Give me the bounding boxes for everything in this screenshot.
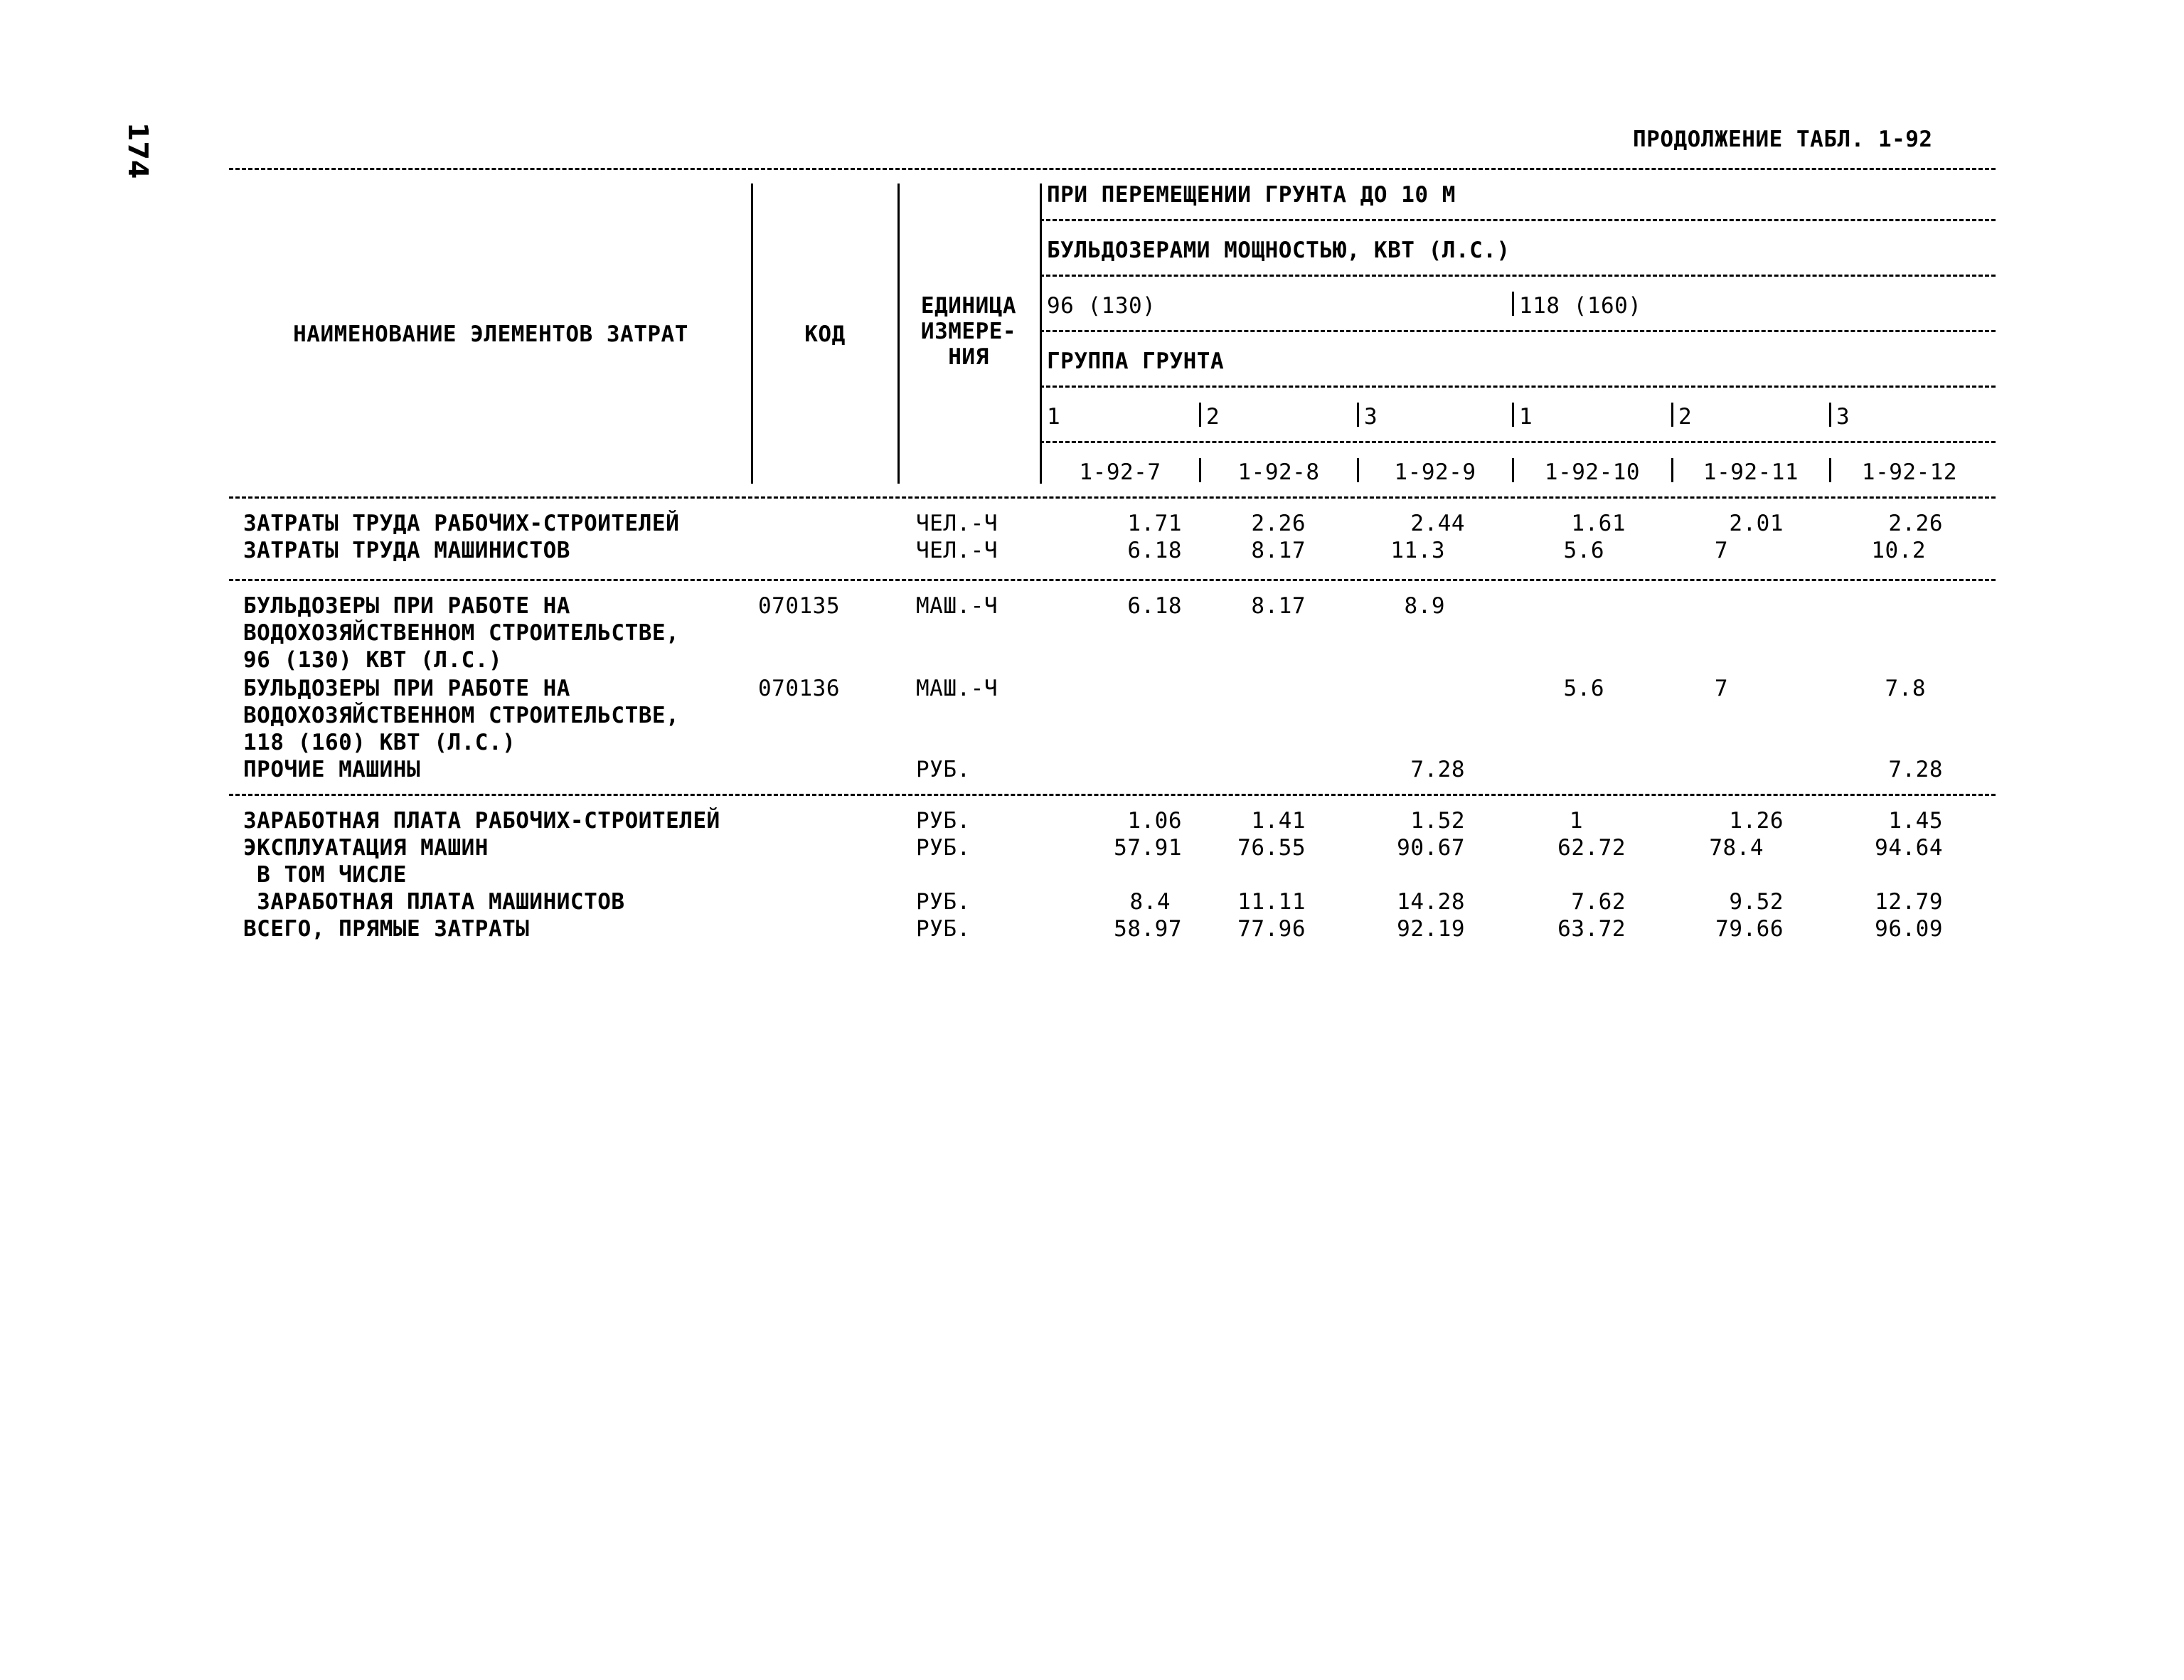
soil-separator-2 [1199,403,1201,427]
row-value: 5.6 [1563,676,1604,701]
row-value: 2.26 [1251,511,1306,536]
header-rule-4 [1040,386,1996,388]
soil-group-2: 2 [1206,404,1220,430]
row-value: 96.09 [1875,916,1943,942]
header-rule-1 [1040,219,1996,221]
section-rule-2 [229,794,1996,796]
row-value: 57.91 [1114,835,1182,861]
row-value: 11.3 [1390,538,1445,563]
row-name: БУЛЬДОЗЕРЫ ПРИ РАБОТЕ НА [243,676,570,701]
header-bottom-rule [229,496,1996,499]
row-value: 9.52 [1729,889,1784,915]
soil-separator-5 [1671,403,1673,427]
row-unit: РУБ. [916,757,971,782]
row-value: 94.64 [1875,835,1943,861]
row-value: 77.96 [1237,916,1306,942]
code-col-3: 1-92-9 [1394,459,1476,485]
row-value: 76.55 [1237,835,1306,861]
header-condition: ПРИ ПЕРЕМЕЩЕНИИ ГРУНТА ДО 10 М [1047,182,1456,208]
row-value: 7.28 [1410,757,1465,782]
row-value: 2.44 [1410,511,1465,536]
row-value: 79.66 [1715,916,1784,942]
soil-group-3: 3 [1364,404,1378,430]
row-unit: РУБ. [916,916,971,942]
row-name: В ТОМ ЧИСЛЕ [243,862,407,888]
header-rule-5 [1040,441,1996,443]
page-number: 174 [122,122,154,179]
row-value: 8.17 [1251,538,1306,563]
row-value: 10.2 [1871,538,1926,563]
code-col-4: 1-92-10 [1544,459,1641,485]
row-value: 92.19 [1397,916,1465,942]
row-value: 1.41 [1251,808,1306,834]
row-value: 63.72 [1557,916,1626,942]
soil-group-4: 1 [1519,404,1533,430]
top-rule [229,168,1996,170]
header-unit-line-2: ИЗМЕРЕ- [920,319,1017,344]
code-separator-4 [1512,458,1514,482]
header-code: КОД [804,321,846,347]
code-separator-2 [1199,458,1201,482]
soil-separator-6 [1829,403,1831,427]
row-name: 118 (160) КВТ (Л.С.) [243,730,516,755]
code-separator-6 [1829,458,1831,482]
row-unit: РУБ. [916,889,971,915]
header-unit-line-3: НИЯ [948,344,989,370]
col-separator-unit [1040,184,1042,484]
row-value: 1.06 [1127,808,1182,834]
soil-group-5: 2 [1678,404,1693,430]
soil-separator-4 [1512,403,1514,427]
power-group-separator [1512,292,1514,316]
row-value: 5.6 [1563,538,1604,563]
row-unit: ЧЕЛ.-Ч [916,511,998,536]
header-soil-group-label: ГРУППА ГРУНТА [1047,349,1225,374]
header-rule-3 [1040,330,1996,332]
header-power-96: 96 (130) [1047,293,1156,319]
row-name: ВОДОХОЗЯЙСТВЕННОМ СТРОИТЕЛЬСТВЕ, [243,703,680,728]
soil-separator-3 [1357,403,1359,427]
row-name: ЗАТРАТЫ ТРУДА РАБОЧИХ-СТРОИТЕЛЕЙ [243,511,680,536]
row-value: 1.61 [1571,511,1626,536]
code-col-1: 1-92-7 [1079,459,1161,485]
row-value: 62.72 [1557,835,1626,861]
row-value: 7.28 [1888,757,1943,782]
row-value: 1.26 [1729,808,1784,834]
row-value: 8.9 [1404,593,1445,619]
row-name: ЗАТРАТЫ ТРУДА МАШИНИСТОВ [243,538,570,563]
row-name: ВОДОХОЗЯЙСТВЕННОМ СТРОИТЕЛЬСТВЕ, [243,620,680,646]
row-value: 7.8 [1885,676,1926,701]
header-equipment: БУЛЬДОЗЕРАМИ МОЩНОСТЬЮ, КВТ (Л.С.) [1047,238,1511,263]
row-name: ЗАРАБОТНАЯ ПЛАТА РАБОЧИХ-СТРОИТЕЛЕЙ [243,808,720,834]
row-unit: МАШ.-Ч [916,593,998,619]
row-value: 78.4 [1709,835,1764,861]
col-separator-code [897,184,900,484]
row-value: 14.28 [1397,889,1465,915]
row-value: 7.62 [1571,889,1626,915]
header-rule-2 [1040,275,1996,277]
row-value: 1.45 [1888,808,1943,834]
row-value: 8.17 [1251,593,1306,619]
table-caption: ПРОДОЛЖЕНИЕ ТАБЛ. 1-92 [1633,127,1933,152]
row-unit: МАШ.-Ч [916,676,998,701]
row-name: ЗАРАБОТНАЯ ПЛАТА МАШИНИСТОВ [243,889,625,915]
header-unit-line-1: ЕДИНИЦА [920,293,1017,319]
row-code: 070136 [758,676,840,701]
row-unit: РУБ. [916,835,971,861]
code-separator-3 [1357,458,1359,482]
code-col-5: 1-92-11 [1703,459,1799,485]
row-value: 8.4 [1129,889,1171,915]
header-power-118: 118 (160) [1519,293,1642,319]
code-separator-5 [1671,458,1673,482]
row-name: ВСЕГО, ПРЯМЫЕ ЗАТРАТЫ [243,916,530,942]
row-name: 96 (130) КВТ (Л.С.) [243,647,503,673]
row-value: 1.52 [1410,808,1465,834]
row-value: 6.18 [1127,593,1182,619]
code-col-6: 1-92-12 [1861,459,1958,485]
col-separator-name [751,184,753,484]
row-unit: ЧЕЛ.-Ч [916,538,998,563]
row-code: 070135 [758,593,840,619]
section-rule-1 [229,579,1996,581]
row-value: 12.79 [1875,889,1943,915]
row-value: 1.71 [1127,511,1182,536]
row-name: БУЛЬДОЗЕРЫ ПРИ РАБОТЕ НА [243,593,570,619]
row-value: 58.97 [1114,916,1182,942]
soil-group-1: 1 [1047,404,1061,430]
row-name: ПРОЧИЕ МАШИНЫ [243,757,421,782]
row-value: 2.01 [1729,511,1784,536]
row-value: 1 [1569,808,1583,834]
header-name: НАИМЕНОВАНИЕ ЭЛЕМЕНТОВ ЗАТРАТ [293,321,688,347]
row-value: 90.67 [1397,835,1465,861]
row-value: 7 [1714,538,1728,563]
row-value: 6.18 [1127,538,1182,563]
code-col-2: 1-92-8 [1237,459,1320,485]
row-value: 2.26 [1888,511,1943,536]
row-name: ЭКСПЛУАТАЦИЯ МАШИН [243,835,489,861]
row-unit: РУБ. [916,808,971,834]
row-value: 7 [1714,676,1728,701]
soil-group-6: 3 [1836,404,1850,430]
row-value: 11.11 [1237,889,1306,915]
